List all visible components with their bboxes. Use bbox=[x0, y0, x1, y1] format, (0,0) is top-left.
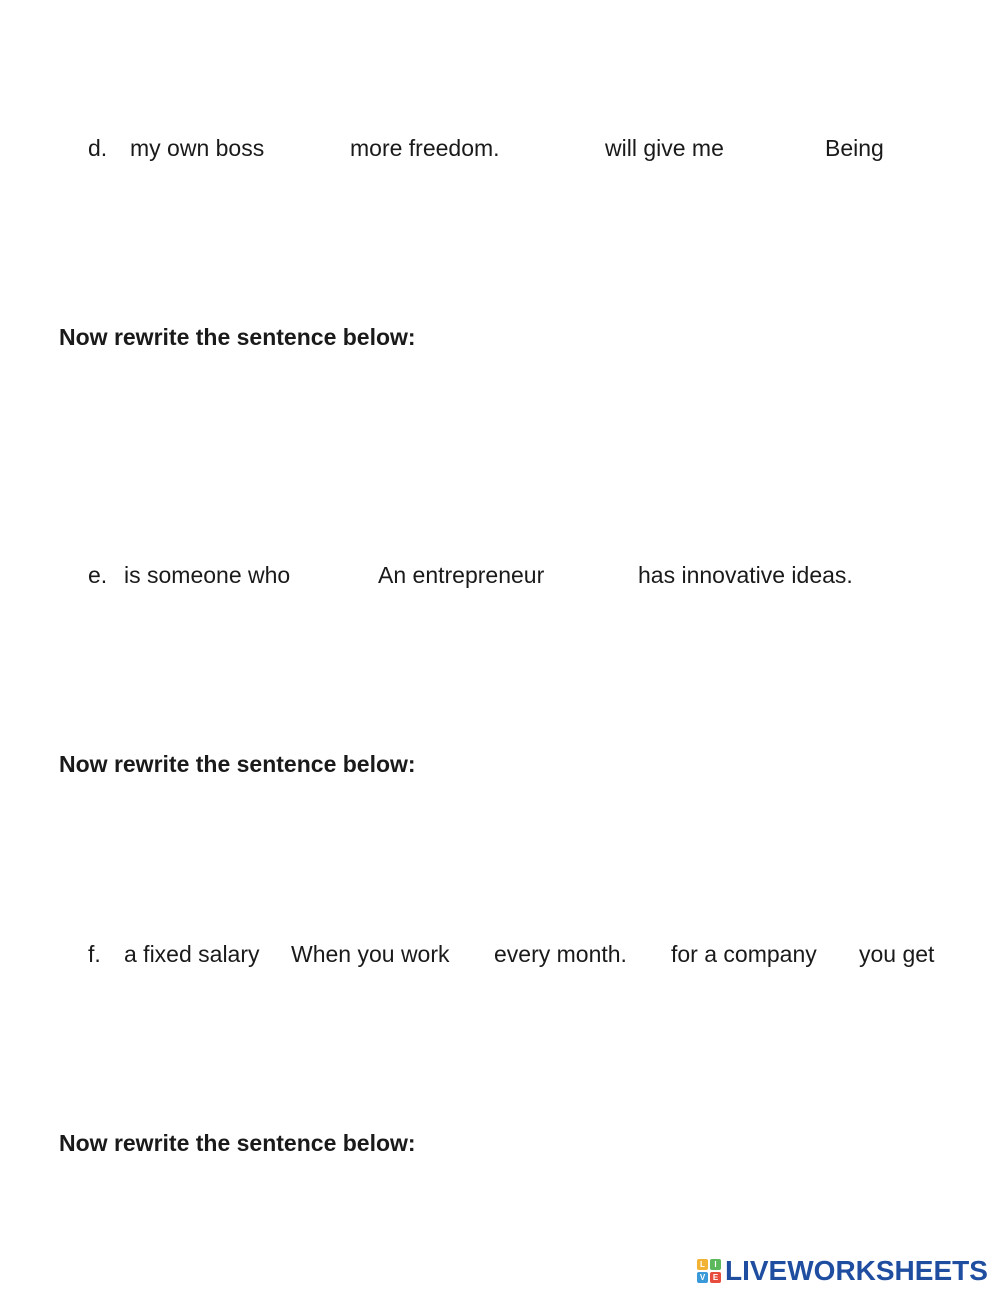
word-fragment[interactable]: When you work bbox=[291, 941, 450, 967]
word-fragment[interactable]: every month. bbox=[494, 941, 627, 967]
rewrite-instruction: Now rewrite the sentence below: bbox=[59, 751, 416, 777]
scrambled-sentence-d bbox=[0, 133, 1000, 163]
word-fragment[interactable]: for a company bbox=[671, 941, 817, 967]
item-letter: f. bbox=[88, 941, 101, 967]
word-fragment[interactable]: is someone who bbox=[124, 562, 291, 588]
word-fragment[interactable]: Being bbox=[825, 135, 884, 161]
item-letter: d. bbox=[88, 135, 108, 161]
scrambled-sentence-f bbox=[0, 939, 1000, 969]
rewrite-instruction: Now rewrite the sentence below: bbox=[59, 1130, 416, 1156]
word-fragment[interactable]: my own boss bbox=[130, 135, 265, 161]
word-fragment[interactable]: will give me bbox=[605, 135, 724, 161]
logo-text: LIVEWORKSHEETS bbox=[725, 1255, 988, 1286]
logo-mark-cell: V bbox=[697, 1272, 708, 1283]
logo-mark-cell: L bbox=[697, 1259, 708, 1270]
liveworksheets-logo bbox=[697, 1255, 988, 1287]
word-fragment[interactable]: you get bbox=[859, 941, 935, 967]
item-letter: e. bbox=[88, 562, 108, 588]
scrambled-sentence-e bbox=[0, 560, 1000, 590]
logo-mark-icon bbox=[697, 1259, 721, 1283]
rewrite-instruction: Now rewrite the sentence below: bbox=[59, 324, 416, 350]
word-fragment[interactable]: more freedom. bbox=[350, 135, 500, 161]
word-fragment[interactable]: has innovative ideas. bbox=[638, 562, 853, 588]
word-fragment[interactable]: An entrepreneur bbox=[378, 562, 545, 588]
logo-mark-cell: I bbox=[710, 1259, 721, 1270]
word-fragment[interactable]: a fixed salary bbox=[124, 941, 260, 967]
logo-mark-cell: E bbox=[710, 1272, 721, 1283]
